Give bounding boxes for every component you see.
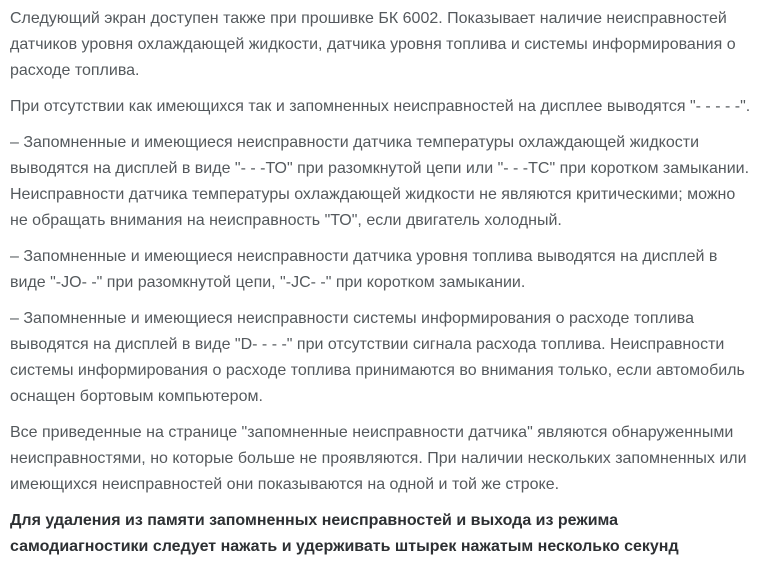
paragraph-fuel-level-sensor-faults: – Запомненные и имеющиеся неисправности датчика уровня топлива выводятся на дисплей в виде "-JO- -" при разомкнутой цепи, "-JC- -" при коротком замыкании. bbox=[10, 248, 718, 291]
paragraph-coolant-sensor-faults: – Запомненные и имеющиеся неисправности датчика температуры охлаждающей жидкости выводятся на дисплей в виде "- - -ТО" при разомкнутой цепи или "- - -ТС" при коротком замыкании. Неисправности датчика температуры охлаждающей жидкости не являются критическими; можно не обращать внимания на неисправность "ТО", если двигатель холодный. bbox=[10, 134, 750, 229]
paragraph-fuel-consumption-faults: – Запомненные и имеющиеся неисправности системы информирования о расходе топлива выводятся на дисплей в виде "D- - - -" при отсутствии сигнала расхода топлива. Неисправности системы информирования о расходе топлива принимаются во внимания только, если автомобиль оснащен бортовым компьютером. bbox=[10, 310, 745, 405]
paragraph-intro: Следующий экран доступен также при прошивке БК 6002. Показывает наличие неисправностей датчиков уровня охлаждающей жидкости, датчика уровня топлива и системы информирования о расходе топлива. bbox=[10, 10, 736, 79]
paragraph-stored-faults-note: Все приведенные на странице "запомненные неисправности датчика" являются обнаруженными неисправностями, но которые больше не проявляются. При наличии нескольких запомненных или имеющихся неисправностей они показываются на одной и той же строке. bbox=[10, 424, 747, 493]
paragraph-clear-memory-instruction: Для удаления из памяти запомненных неисправностей и выхода из режима самодиагностики следует нажать и удерживать штырек нажатым несколько секунд bbox=[10, 512, 679, 555]
paragraph-no-faults: При отсутствии как имеющихся так и запомненных неисправностей на дисплее выводятся "- - - - -". bbox=[10, 98, 751, 115]
